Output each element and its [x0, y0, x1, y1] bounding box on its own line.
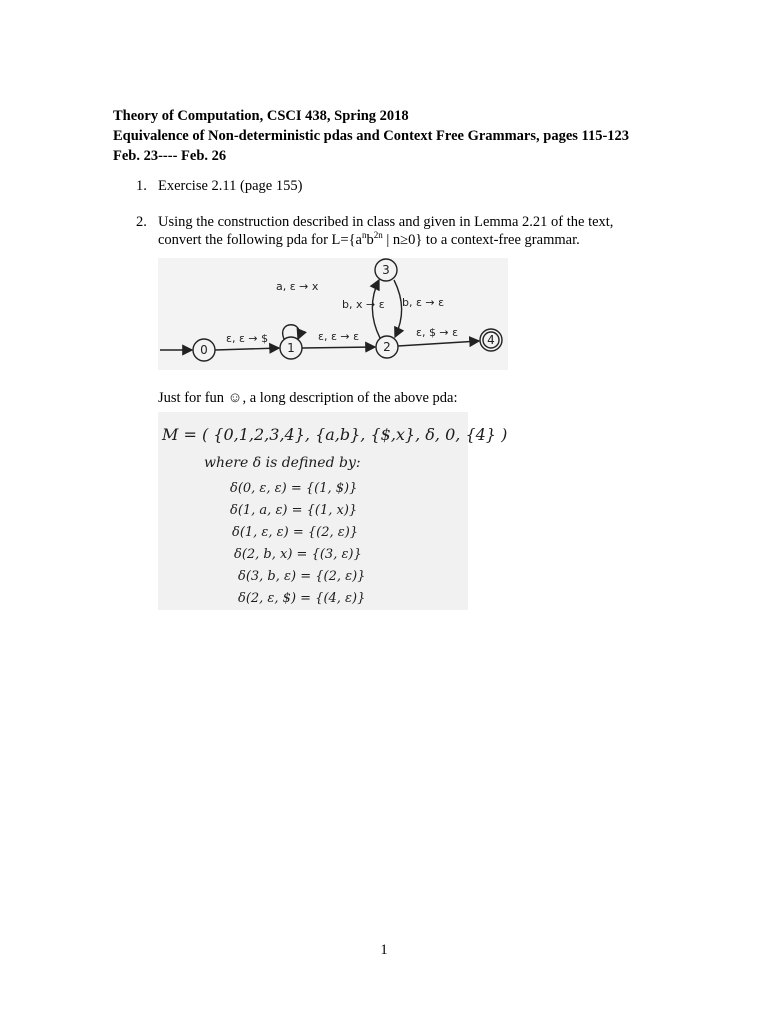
pda-diagram	[158, 258, 508, 370]
fun-note: Just for fun ☺, a long description of the above pda:	[158, 390, 458, 406]
transition-label: b, x → ε	[342, 298, 385, 311]
state-label: 3	[382, 263, 390, 277]
item-number: 2.	[136, 214, 147, 230]
course-title: Theory of Computation, CSCI 438, Spring 2018	[113, 108, 409, 124]
item-line: Using the construction described in class and given in Lemma 2.21 of the text,	[158, 214, 614, 230]
state-label: 2	[383, 340, 391, 354]
transition-label: ε, ε → $	[226, 332, 269, 345]
state-label: 0	[200, 343, 208, 357]
list-item	[136, 213, 696, 249]
item-text: Exercise 2.11 (page 155)	[158, 178, 303, 194]
list-item	[136, 177, 696, 195]
date-range: Feb. 23---- Feb. 26	[113, 148, 227, 164]
exponent: 2n	[373, 230, 383, 241]
topic-title: Equivalence of Non-deterministic pdas and Context Free Grammars, pages 115-123	[113, 128, 630, 144]
edge	[398, 341, 479, 346]
exercise-list	[136, 177, 696, 267]
transition-label: b, ε → ε	[402, 296, 445, 309]
transition-rule: δ(2, b, x) = {(3, ε)}	[234, 547, 362, 562]
item-line-part: | n≥0} to a context-free grammar.	[382, 232, 580, 248]
edge	[302, 347, 375, 348]
transition-rule: δ(0, ε, ε) = {(1, $)}	[230, 481, 358, 496]
item-line-part: b	[366, 232, 374, 248]
edge	[394, 280, 402, 337]
pda-diagram-svg	[158, 258, 508, 370]
transition-label: ε, $ → ε	[416, 326, 459, 339]
handwritten-svg	[158, 412, 508, 610]
where-clause: where δ is defined by:	[204, 455, 361, 471]
transition-rule: δ(2, ε, $) = {(4, ε)}	[238, 591, 366, 606]
handwritten-definition	[158, 412, 508, 610]
transition-label: a, ε → x	[276, 280, 319, 293]
machine-definition: M = ( {0,1,2,3,4}, {a,b}, {$,x}, δ, 0, {4} )	[162, 425, 508, 444]
transition-rule: δ(1, ε, ε) = {(2, ε)}	[232, 525, 359, 540]
transition-rule: δ(3, b, ε) = {(2, ε)}	[238, 569, 366, 584]
item-line-part: convert the following pda for L={a	[158, 232, 362, 248]
item-number: 1.	[136, 178, 147, 194]
edge	[215, 348, 279, 350]
exponent: n	[361, 230, 367, 241]
document-header	[113, 106, 629, 166]
transition-label: ε, ε → ε	[318, 330, 360, 343]
page-number: 1	[380, 942, 388, 958]
transition-rule: δ(1, a, ε) = {(1, x)}	[230, 503, 358, 518]
item-text	[158, 213, 696, 249]
state-label: 4	[487, 333, 495, 347]
state-label: 1	[287, 341, 295, 355]
